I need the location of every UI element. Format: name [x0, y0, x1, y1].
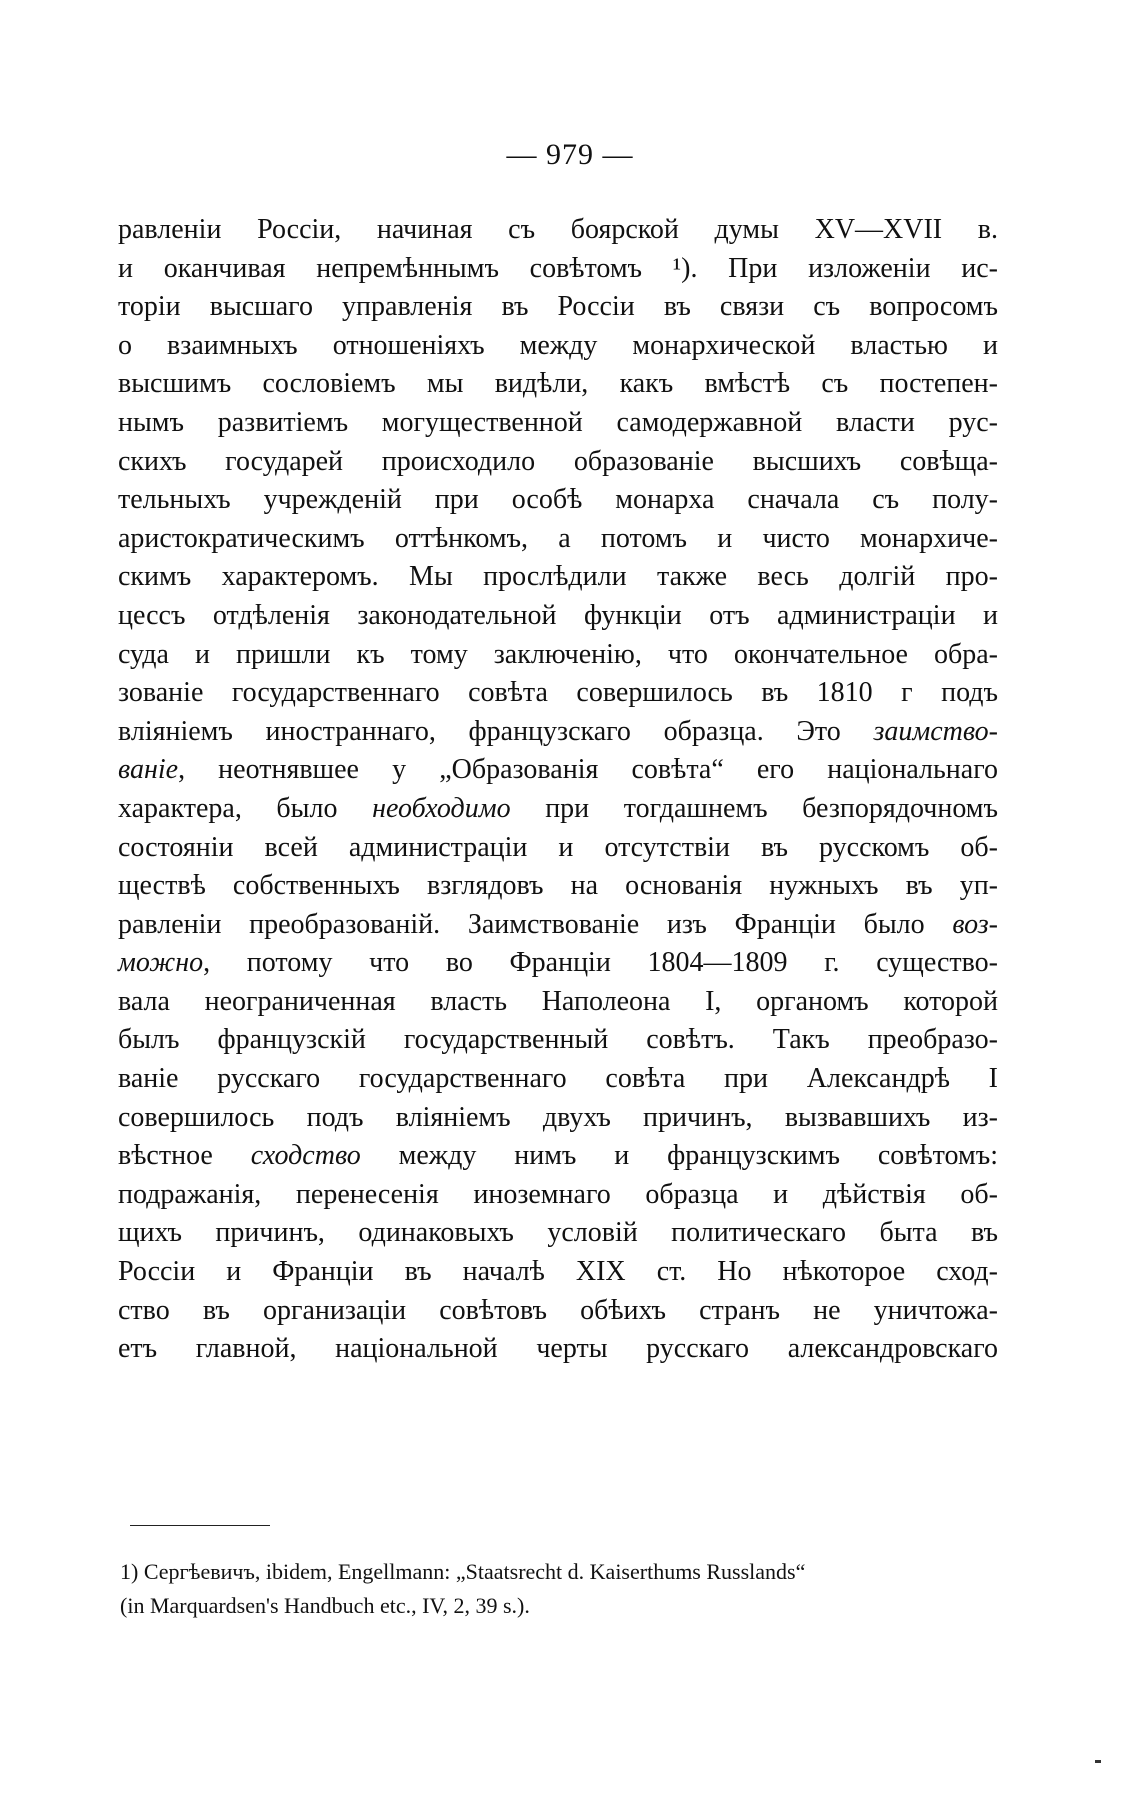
- italic-emphasis: сходство: [250, 1140, 361, 1172]
- text-line: ществѣ собственныхъ взглядовъ на основанія нужныхъ въ уп-: [118, 870, 998, 902]
- text-line: равленіи Россіи, начиная съ боярской думы XV—XVII в.: [118, 214, 998, 245]
- text-line: аристократическимъ оттѣнкомъ, а потомъ и чисто монархиче-: [118, 522, 998, 554]
- text-line: состояніи всей администраціи и отсутствіи въ русскомъ об-: [118, 831, 998, 863]
- text-line: Россіи и Франціи въ началѣ XIX ст. Но нѣкоторое сход-: [118, 1256, 998, 1288]
- italic-emphasis: воз-: [952, 908, 998, 940]
- text-line: высшимъ сословіемъ мы видѣли, какъ вмѣстѣ съ постепен-: [118, 368, 998, 400]
- text-line: скимъ характеромъ. Мы прослѣдили также весь долгій про-: [118, 561, 998, 593]
- text-line: равленіи преобразованій. Заимствованіе изъ Франціи было воз-: [118, 908, 998, 940]
- footnote-line: 1) Сергѣевичъ, ibidem, Engellmann: „Staatsrecht d. Kaiserthums Russlands“: [120, 1559, 806, 1584]
- italic-emphasis: необходимо: [372, 792, 511, 824]
- footnotes: [120, 1555, 1000, 1623]
- text-line: нымъ развитіемъ могущественной самодержавной власти рус-: [118, 406, 998, 438]
- text-line: суда и пришли къ тому заключенію, что окончательное обра-: [118, 638, 998, 670]
- text-line: можно, потому что во Франціи 1804—1809 г. существо-: [118, 947, 998, 979]
- footnote-divider: [130, 1525, 270, 1526]
- text-line: совершилось подъ вліяніемъ двухъ причинъ, вызвавшихъ из-: [118, 1101, 998, 1133]
- text-line: щихъ причинъ, одинаковыхъ условій политическаго быта въ: [118, 1217, 998, 1249]
- text-line: вала неограниченная власть Наполеона I, органомъ которой: [118, 985, 998, 1017]
- text-line: зованіе государственнаго совѣта совершилось въ 1810 г подъ: [118, 677, 998, 709]
- text-line: ваніе русскаго государственнаго совѣта при Александрѣ I: [118, 1063, 998, 1095]
- italic-emphasis: можно: [118, 947, 204, 979]
- text-line: цессъ отдѣленія законодательной функціи отъ администраціи и: [118, 599, 998, 631]
- text-line: вѣстное сходство между нимъ и французскимъ совѣтомъ:: [118, 1140, 998, 1172]
- scan-speck: [1095, 1760, 1101, 1763]
- text-line: етъ главной, національной черты русскаго александровскаго: [118, 1333, 998, 1365]
- text-line: тельныхъ учрежденій при особѣ монарха сначала съ полу-: [118, 484, 998, 516]
- text-line: торіи высшаго управленія въ Россіи въ связи съ вопросомъ: [118, 291, 998, 323]
- page-number: — 979 —: [506, 138, 634, 171]
- text-line: подражанія, перенесенія иноземнаго образца и дѣйствія об-: [118, 1178, 998, 1210]
- footnote-line: (in Marquardsen's Handbuch etc., IV, 2, 39 s.).: [120, 1593, 530, 1618]
- text-line: ваніе, неотнявшее у „Образованія совѣта“ его національнаго: [118, 754, 998, 786]
- text-line: вліяніемъ иностраннаго, французскаго образца. Это заимство-: [118, 715, 998, 747]
- text-line: ство въ организаціи совѣтовъ обѣихъ странъ не уничтожа-: [118, 1294, 998, 1326]
- italic-emphasis: заимство-: [873, 715, 998, 747]
- text-line: и оканчивая непремѣннымъ совѣтомъ ¹). При изложеніи ис-: [118, 252, 998, 284]
- text-line: характера, было необходимо при тогдашнемъ безпорядочномъ: [118, 792, 999, 824]
- italic-emphasis: ваніе: [118, 754, 179, 786]
- text-line: скихъ государей происходило образованіе высшихъ совѣща-: [118, 445, 998, 477]
- text-line: былъ французскій государственный совѣтъ. Такъ преобразо-: [118, 1024, 998, 1056]
- text-line: о взаимныхъ отношеніяхъ между монархической властью и: [118, 329, 998, 361]
- main-text: [118, 211, 998, 1369]
